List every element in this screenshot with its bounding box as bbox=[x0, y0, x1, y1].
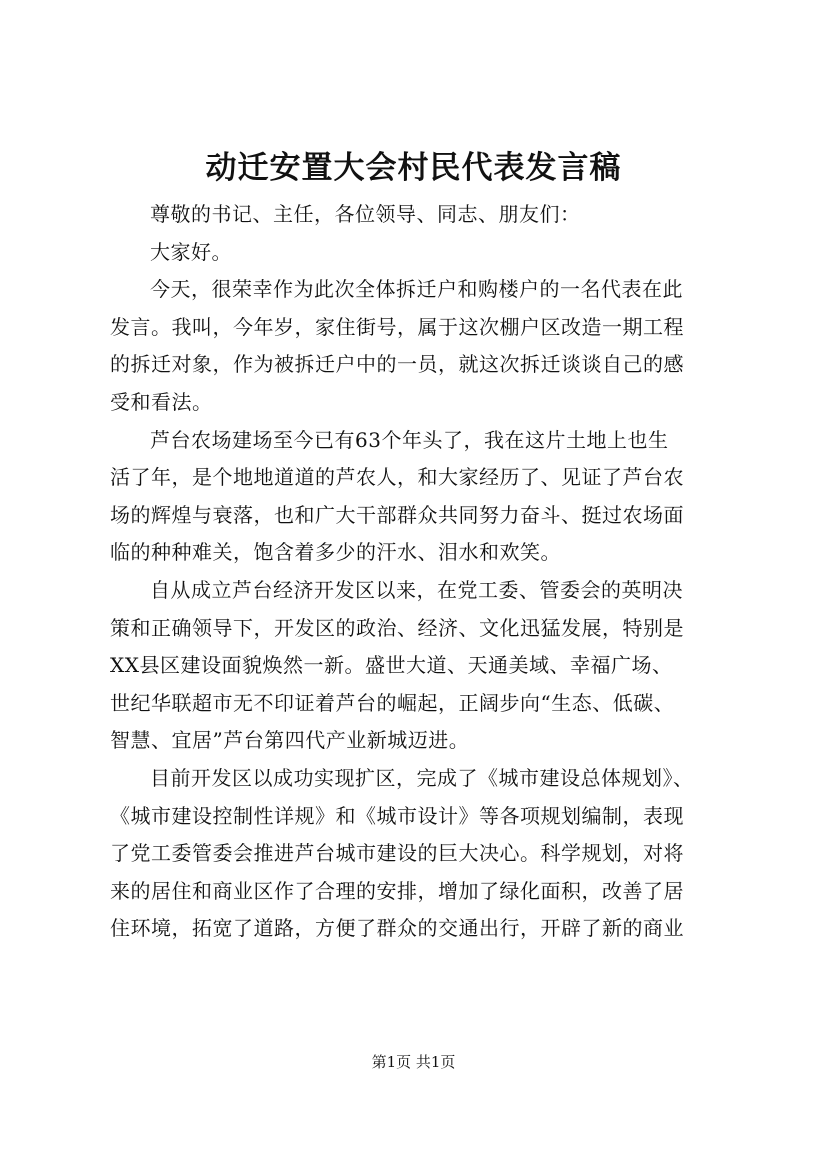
text-line: XX县区建设面貌焕然一新。盛世大道、天通美域、幸福广场、 bbox=[110, 653, 673, 678]
text-line: 今天，很荣幸作为此次全体拆迁户和购楼户的一名代表在此 bbox=[150, 277, 683, 302]
text-line: 自从成立芦台经济开发区以来，在党工委、管委会的英明决 bbox=[150, 577, 683, 602]
text-line: 大家好。 bbox=[150, 239, 232, 264]
text-line: 场的辉煌与衰落，也和广大干部群众共同努力奋斗、挺过农场面 bbox=[110, 502, 684, 527]
text-line: 世纪华联超市无不印证着芦台的崛起，正阔步向“生态、低碳、 bbox=[110, 690, 675, 715]
text-line: 《城市建设控制性详规》和《城市设计》等各项规划编制，表现 bbox=[110, 803, 684, 828]
text-line: 了党工委管委会推进芦台城市建设的巨大决心。科学规划，对将 bbox=[110, 841, 684, 866]
text-line: 目前开发区以成功实现扩区，完成了《城市建设总体规划》、 bbox=[150, 765, 694, 790]
text-line: 芦台农场建场至今已有63个年头了，我在这片土地上也生 bbox=[150, 427, 669, 452]
text-line: 来的居住和商业区作了合理的安排，增加了绿化面积，改善了居 bbox=[110, 878, 684, 903]
text-line: 临的种种难关，饱含着多少的汗水、泪水和欢笑。 bbox=[110, 540, 561, 565]
text-line: 住环境，拓宽了道路，方便了群众的交通出行，开辟了新的商业 bbox=[110, 916, 684, 941]
text-line: 智慧、宜居”芦台第四代产业新城迈进。 bbox=[110, 728, 470, 753]
text-line: 尊敬的书记、主任，各位领导、同志、朋友们： bbox=[150, 202, 581, 226]
text-line: 的拆迁对象，作为被拆迁户中的一员，就这次拆迁谈谈自己的感 bbox=[110, 352, 684, 377]
document-body bbox=[110, 196, 730, 948]
text-line: 策和正确领导下，开发区的政治、经济、文化迅猛发展，特别是 bbox=[110, 615, 684, 640]
text-line: 活了年，是个地地道道的芦农人，和大家经历了、见证了芦台农 bbox=[110, 465, 684, 490]
text-line: 受和看法。 bbox=[110, 389, 213, 414]
document-title: 动迁安置大会村民代表发言稿 bbox=[205, 150, 622, 186]
text-line: 发言。我叫，今年岁，家住街号，属于这次棚户区改造一期工程 bbox=[110, 314, 684, 339]
page-footer: 第1页 共1页 bbox=[371, 1053, 456, 1071]
